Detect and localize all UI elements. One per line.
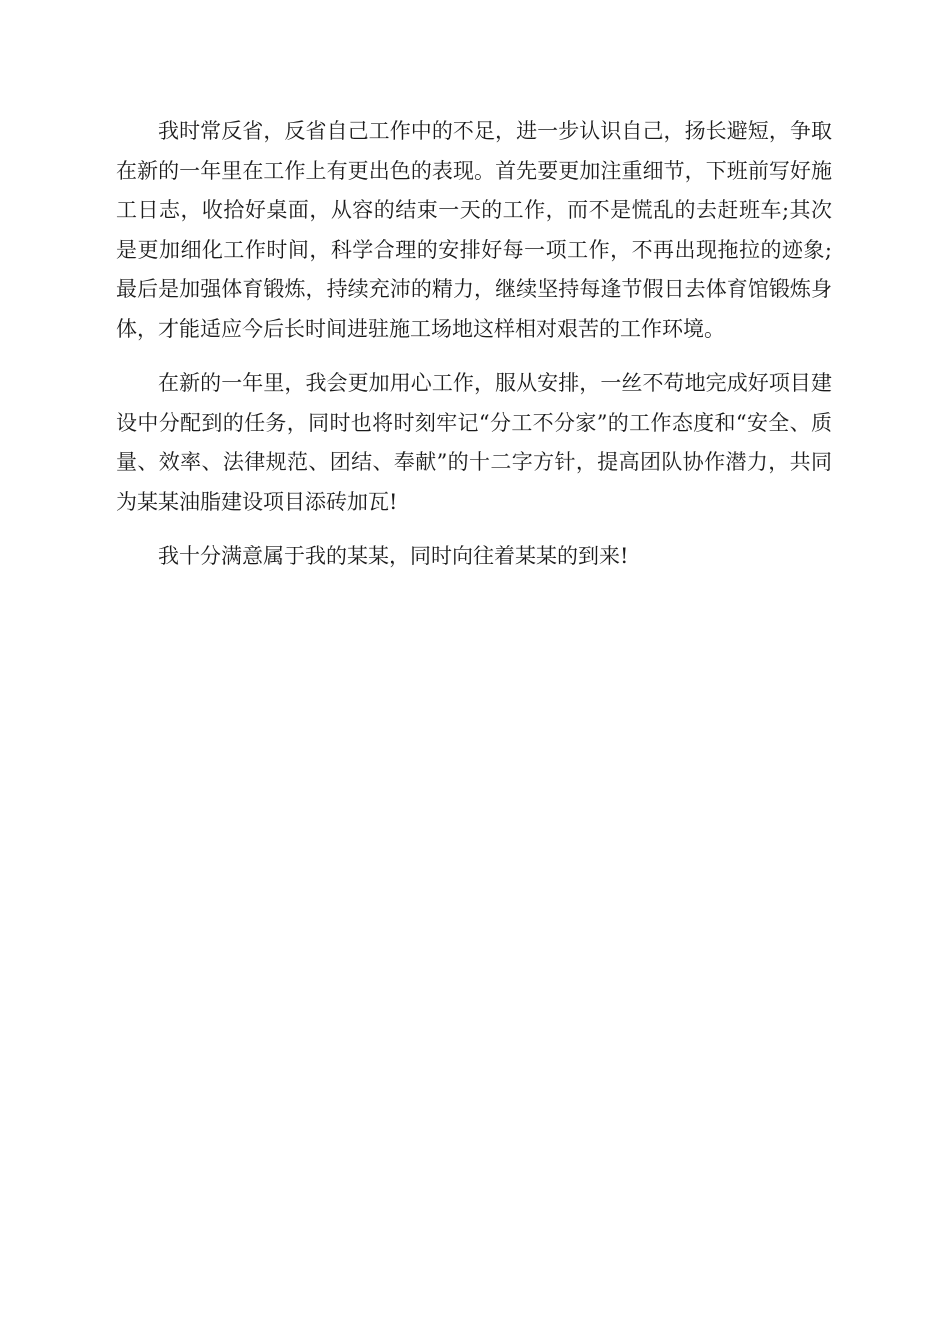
paragraph-new-year-plan: 在新的一年里，我会更加用心工作，服从安排，一丝不苟地完成好项目建设中分配到的任务，同时也将时刻牢记“分工不分家”的工作态度和“安全、质量、效率、法律规范、团结、奉献”的十二字方针，提高团队协作潜力，共同为某某油脂建设项目添砖加瓦! [116, 371, 832, 514]
document-body [116, 112, 832, 592]
paragraph-closing: 我十分满意属于我的某某，同时向往着某某的到来! [158, 544, 629, 568]
paragraph-self-reflection: 我时常反省，反省自己工作中的不足，进一步认识自己，扬长避短，争取在新的一年里在工作上有更出色的表现。首先要更加注重细节，下班前写好施工日志，收拾好桌面，从容的结束一天的工作，而不是慌乱的去赶班车;其次是更加细化工作时间，科学合理的安排好每一项工作，不再出现拖拉的迹象;最后是加强体育锻炼，持续充沛的精力，继续坚持每逢节假日去体育馆锻炼身体，才能适应今后长时间进驻施工场地这样相对艰苦的工作环境。 [116, 119, 832, 341]
